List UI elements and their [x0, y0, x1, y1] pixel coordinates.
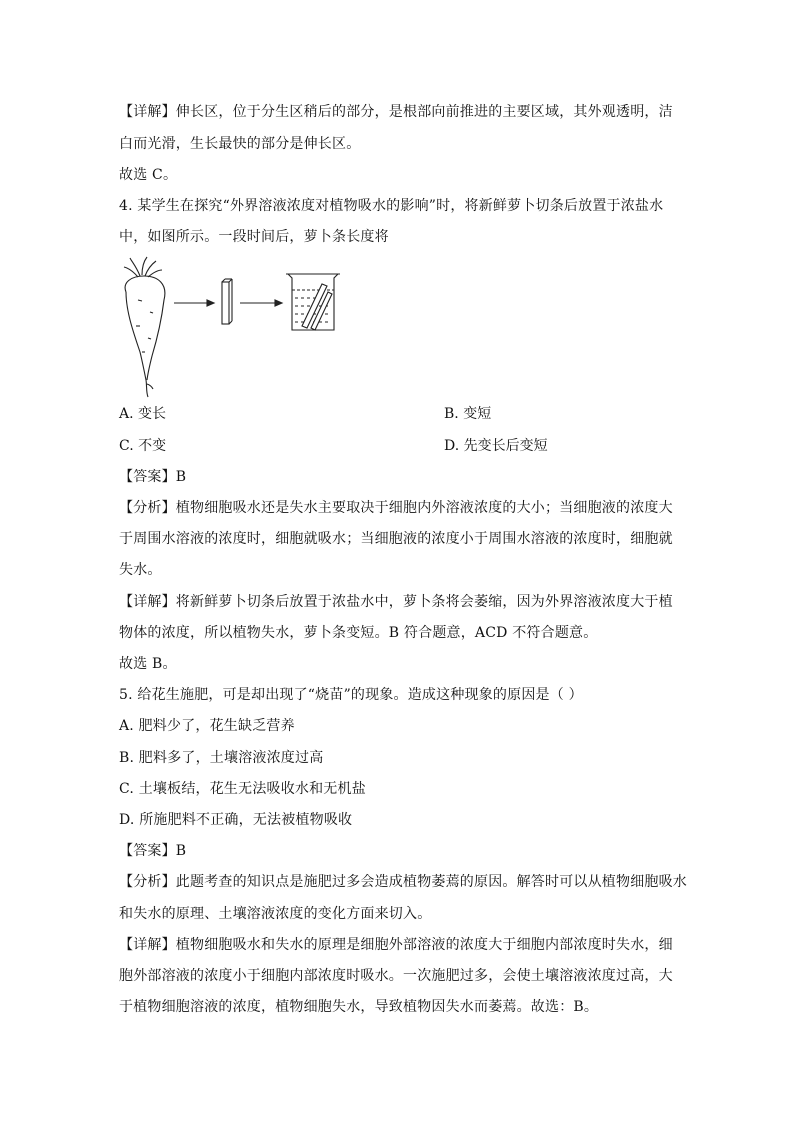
q5-analysis-line-1: 【分析】此题考查的知识点是施肥过多会造成植物萎蔫的原因。解答时可以从植物细胞吸水 [119, 874, 687, 890]
q4-analysis-line-1: 【分析】植物细胞吸水还是失水主要取决于细胞内外溶液浓度的大小；当细胞液的浓度大 [119, 500, 673, 516]
q3-detail-line-1: 【详解】伸长区，位于分生区稍后的部分，是根部向前推进的主要区域，其外观透明，洁 [119, 104, 673, 120]
radish-experiment-figure [118, 256, 378, 398]
beaker-with-salt-water [286, 274, 340, 330]
q4-detail-line-2: 物体的浓度，所以植物失水，萝卜条变短。B 符合题意，ACD 不符合题意。 [119, 625, 598, 641]
q4-answer: 【答案】B [119, 469, 187, 485]
q4-option-b: B. 变短 [444, 406, 492, 422]
q5-option-a: A. 肥料少了，花生缺乏营养 [119, 718, 295, 734]
q4-analysis-line-3: 失水。 [119, 562, 162, 578]
q3-detail-line-2: 白而光滑，生长最快的部分是伸长区。 [119, 136, 361, 152]
q5-detail-line-2: 胞外部溶液的浓度小于细胞内部浓度时吸水。一次施肥过多，会使土壤溶液浓度过高，大 [119, 968, 673, 984]
q4-stem-line-1: 4. 某学生在探究“外界溶液浓度对植物吸水的影响”时，将新鲜萝卜切条后放置于浓盐水 [119, 198, 664, 214]
q3-choice: 故选 C。 [119, 167, 178, 183]
q5-stem: 5. 给花生施肥，可是却出现了“烧苗”的现象。造成这种现象的原因是（ ） [119, 687, 583, 703]
q5-option-b: B. 肥料多了，土壤溶液浓度过高 [119, 750, 324, 766]
q5-detail-line-1: 【详解】植物细胞吸水和失水的原理是细胞外部溶液的浓度大于细胞内部浓度时失水，细 [119, 937, 673, 953]
q4-option-c: C. 不变 [119, 438, 167, 454]
q4-choice: 故选 B。 [119, 656, 177, 672]
radish-strip [222, 279, 232, 324]
q4-stem-line-2: 中，如图所示。一段时间后，萝卜条长度将 [119, 229, 389, 245]
q4-option-a: A. 变长 [119, 406, 167, 422]
radish-illustration [124, 257, 165, 397]
q5-analysis-line-2: 和失水的原理、土壤溶液浓度的变化方面来切入。 [119, 906, 432, 922]
arrow-1 [174, 300, 214, 306]
q5-answer: 【答案】B [119, 843, 187, 859]
q4-detail-line-1: 【详解】将新鲜萝卜切条后放置于浓盐水中，萝卜条将会萎缩，因为外界溶液浓度大于植 [119, 594, 673, 610]
q5-option-d: D. 所施肥料不正确，无法被植物吸收 [119, 812, 353, 828]
q5-detail-line-3: 于植物细胞溶液的浓度，植物细胞失水，导致植物因失水而萎蔫。故选：B。 [119, 999, 599, 1015]
q4-analysis-line-2: 于周围水溶液的浓度时，细胞就吸水；当细胞液的浓度小于周围水溶液的浓度时，细胞就 [119, 531, 673, 547]
q4-option-d: D. 先变长后变短 [444, 438, 548, 454]
q5-option-c: C. 土壤板结，花生无法吸收水和无机盐 [119, 781, 366, 797]
arrow-2 [240, 300, 282, 306]
